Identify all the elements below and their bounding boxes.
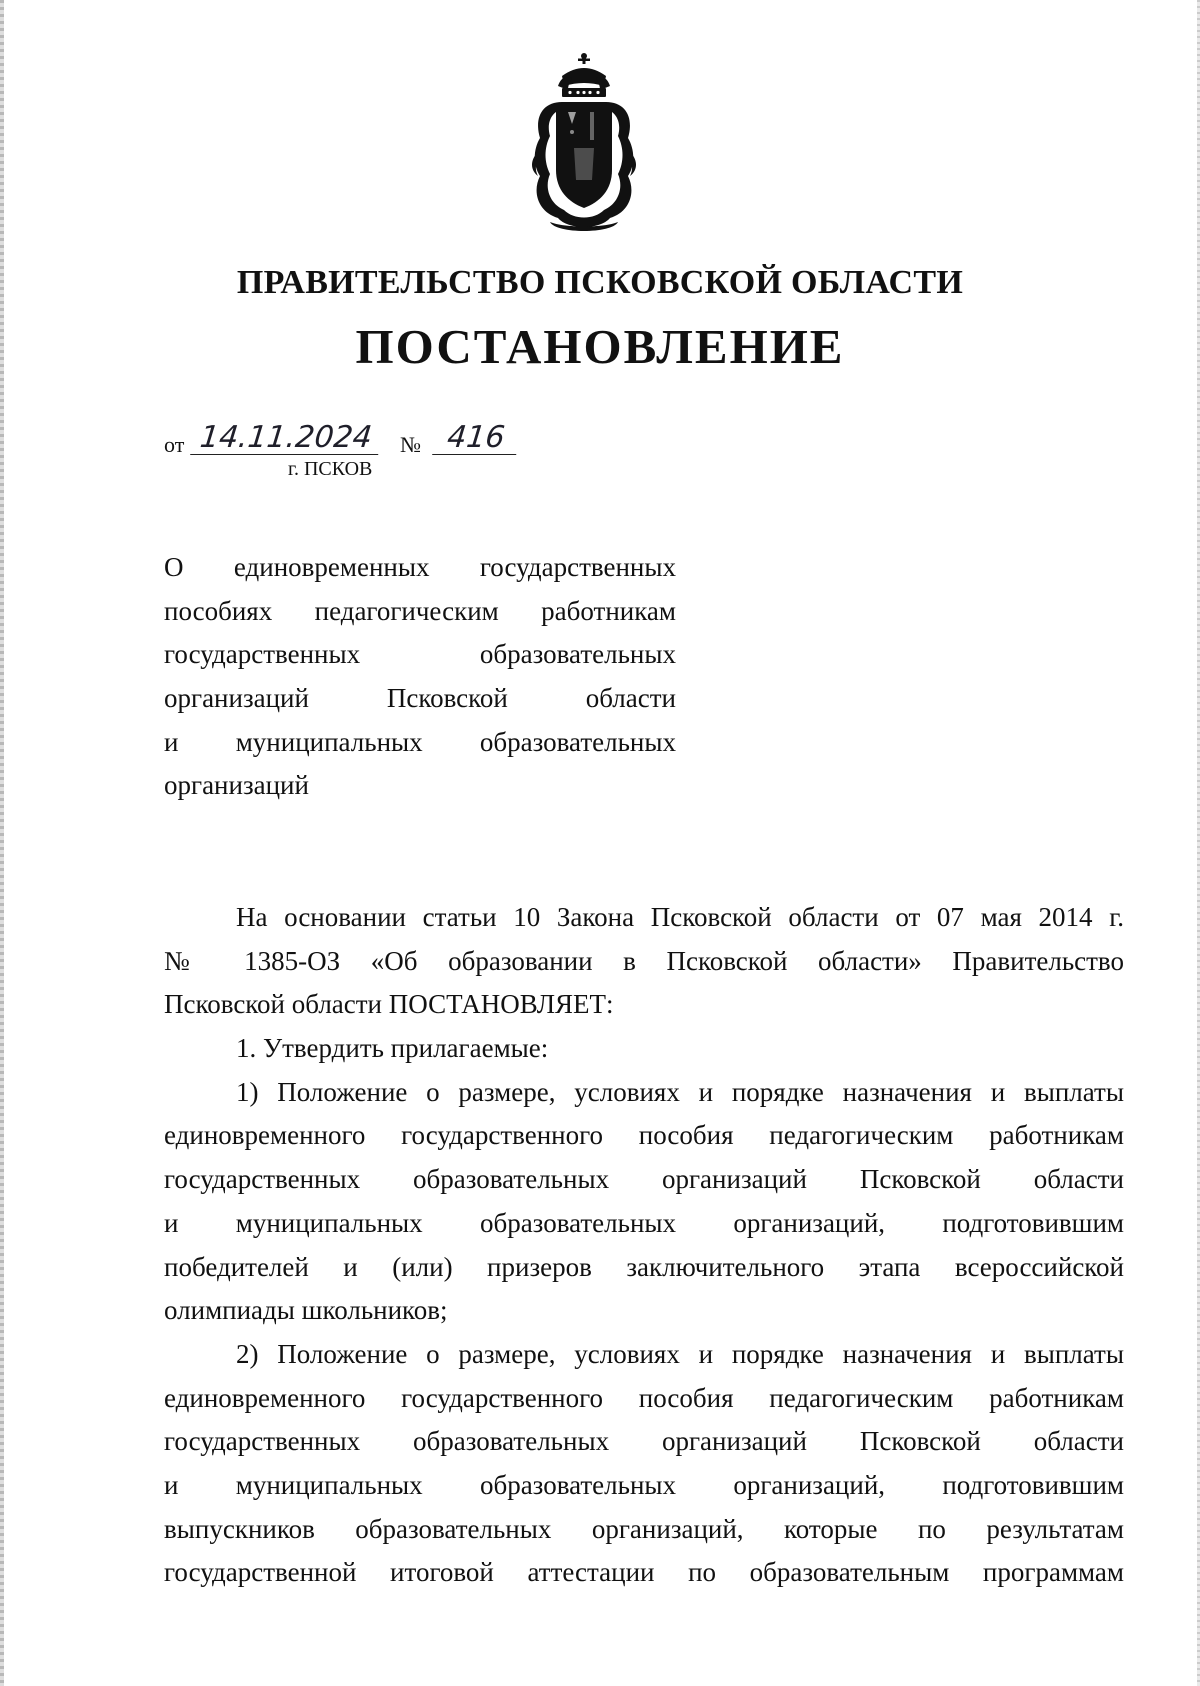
body-line: единовременного государственного пособия педагогическим работникам (164, 1120, 1124, 1151)
number-label: № (400, 432, 421, 457)
subject-line: и муниципальных образовательных (164, 726, 676, 757)
body-line: 2) Положение о размере, условиях и порядке назначения и выплаты (236, 1338, 1124, 1369)
date-label: от (164, 432, 185, 457)
body-line: 1) Положение о размере, условиях и порядке назначения и выплаты (236, 1076, 1124, 1107)
body-line: единовременного государственного пособия педагогическим работникам (164, 1382, 1124, 1413)
body-line: 1. Утвердить прилагаемые: (236, 1033, 549, 1064)
body-line: государственных образовательных организаций Псковской области (164, 1164, 1124, 1195)
organization-title: ПРАВИТЕЛЬСТВО ПСКОВСКОЙ ОБЛАСТИ (236, 264, 964, 301)
body-line: № 1385-ОЗ «Об образовании в Псковской области» Правительство (164, 945, 1124, 976)
city-label: г. ПСКОВ (288, 458, 373, 480)
document-type-title: ПОСТАНОВЛЕНИЕ (355, 319, 845, 374)
body-line: и муниципальных образовательных организаций, подготовившим (164, 1469, 1124, 1500)
subject-line: О единовременных государственных (164, 552, 676, 582)
document-subject (164, 546, 676, 808)
subject-line: организаций Псковской области (164, 683, 676, 714)
body-line: выпускников образовательных организаций, которые по результатам (164, 1513, 1124, 1544)
body-line: и муниципальных образовательных организаций, подготовившим (164, 1207, 1124, 1238)
body-line: Псковской области ПОСТАНОВЛЯЕТ: (164, 989, 614, 1020)
date-field: 14.11.2024 (190, 420, 382, 455)
body-line: победителей и (или) призеров заключительного этапа всероссийской (164, 1251, 1124, 1282)
scan-edge-left (0, 0, 4, 1686)
coat-of-arms-emblem (528, 52, 640, 234)
subject-line: государственных образовательных (164, 639, 676, 670)
subject-line: пособиях педагогическим работникам (164, 595, 676, 626)
body-line: олимпиады школьников; (164, 1295, 448, 1326)
body-line: На основании статьи 10 Закона Псковской области от 07 мая 2014 г. (236, 902, 1124, 932)
number-field: 416 (432, 420, 520, 455)
body-line: государственных образовательных организаций Псковской области (164, 1426, 1124, 1457)
body-line: государственной итоговой аттестации по образовательным программам (164, 1557, 1124, 1588)
document-body (164, 896, 1124, 1595)
subject-line: организаций (164, 770, 309, 801)
